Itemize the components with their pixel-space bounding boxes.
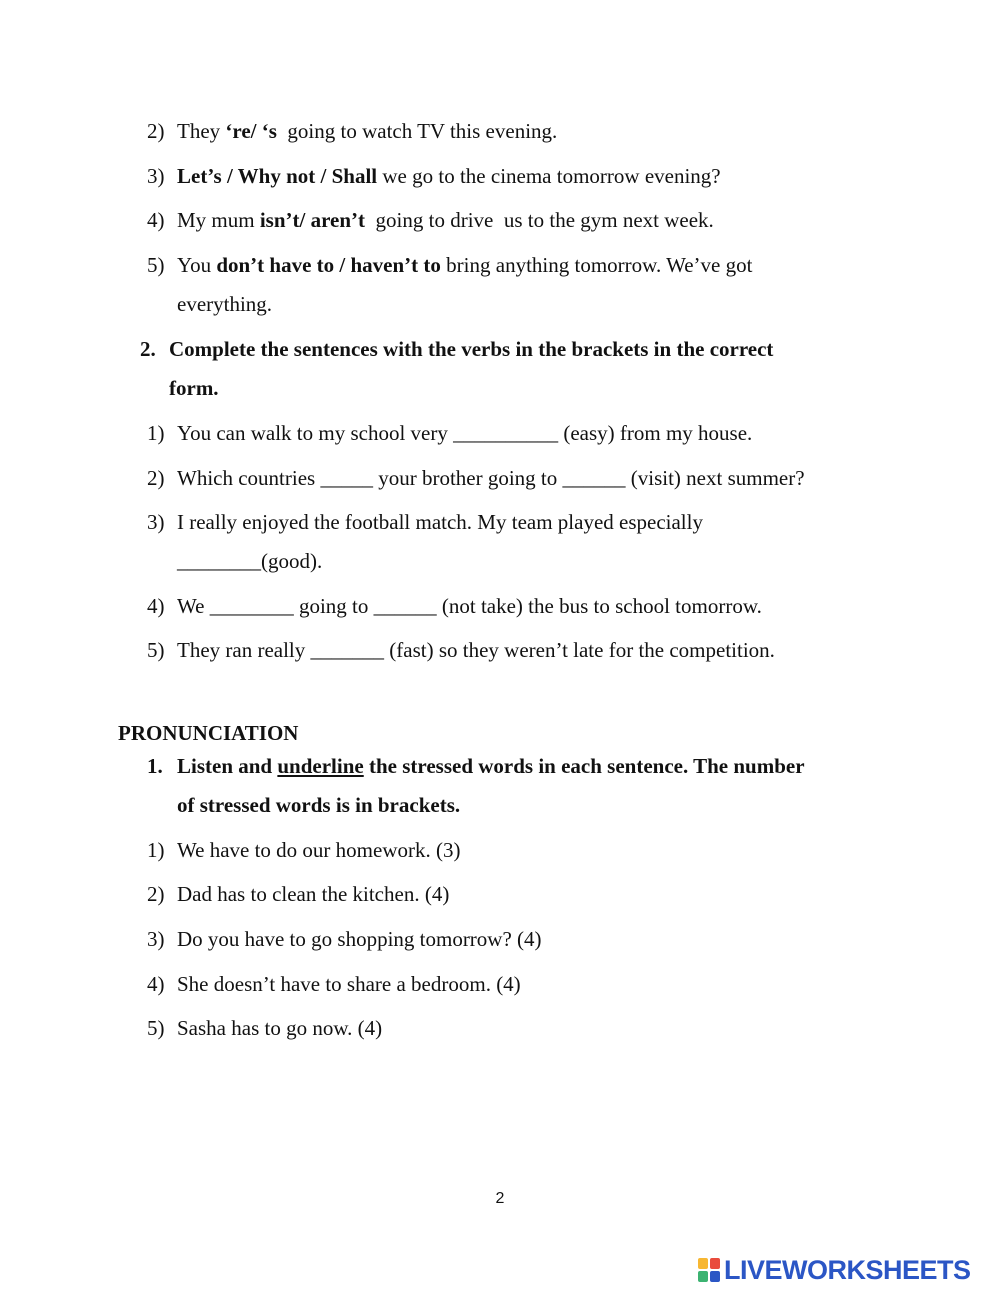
gap-fill-item-3-continuation: ________(good). bbox=[177, 549, 323, 573]
exercise-number: 2. bbox=[140, 337, 156, 361]
choice-item-5-continuation: everything. bbox=[177, 292, 273, 316]
answer-choices: Let’s / Why not / Shall bbox=[177, 164, 378, 188]
answer-choices: don’t have to / haven’t to bbox=[216, 253, 441, 277]
item-number: 5) bbox=[147, 253, 165, 277]
exercise-2-instruction-line2: form. bbox=[169, 376, 219, 400]
liveworksheets-logo bbox=[698, 1254, 971, 1286]
pronunciation-instruction-line2: of stressed words is in brackets. bbox=[177, 793, 461, 817]
item-number: 2) bbox=[147, 119, 165, 143]
exercise-number: 1. bbox=[147, 754, 163, 778]
section-heading-pronunciation: PRONUNCIATION bbox=[118, 721, 299, 745]
item-number: 4) bbox=[147, 208, 165, 232]
answer-choices: isn’t/ aren’t bbox=[259, 208, 366, 232]
logo-mark-icon bbox=[698, 1257, 722, 1283]
brand-name: LIVEWORKSHEETS bbox=[724, 1254, 971, 1285]
item-number: 3) bbox=[147, 164, 165, 188]
page-number: 2 bbox=[495, 1190, 505, 1207]
answer-choices: ‘re/ ‘s bbox=[225, 119, 277, 143]
underlined-word: underline bbox=[277, 754, 364, 778]
